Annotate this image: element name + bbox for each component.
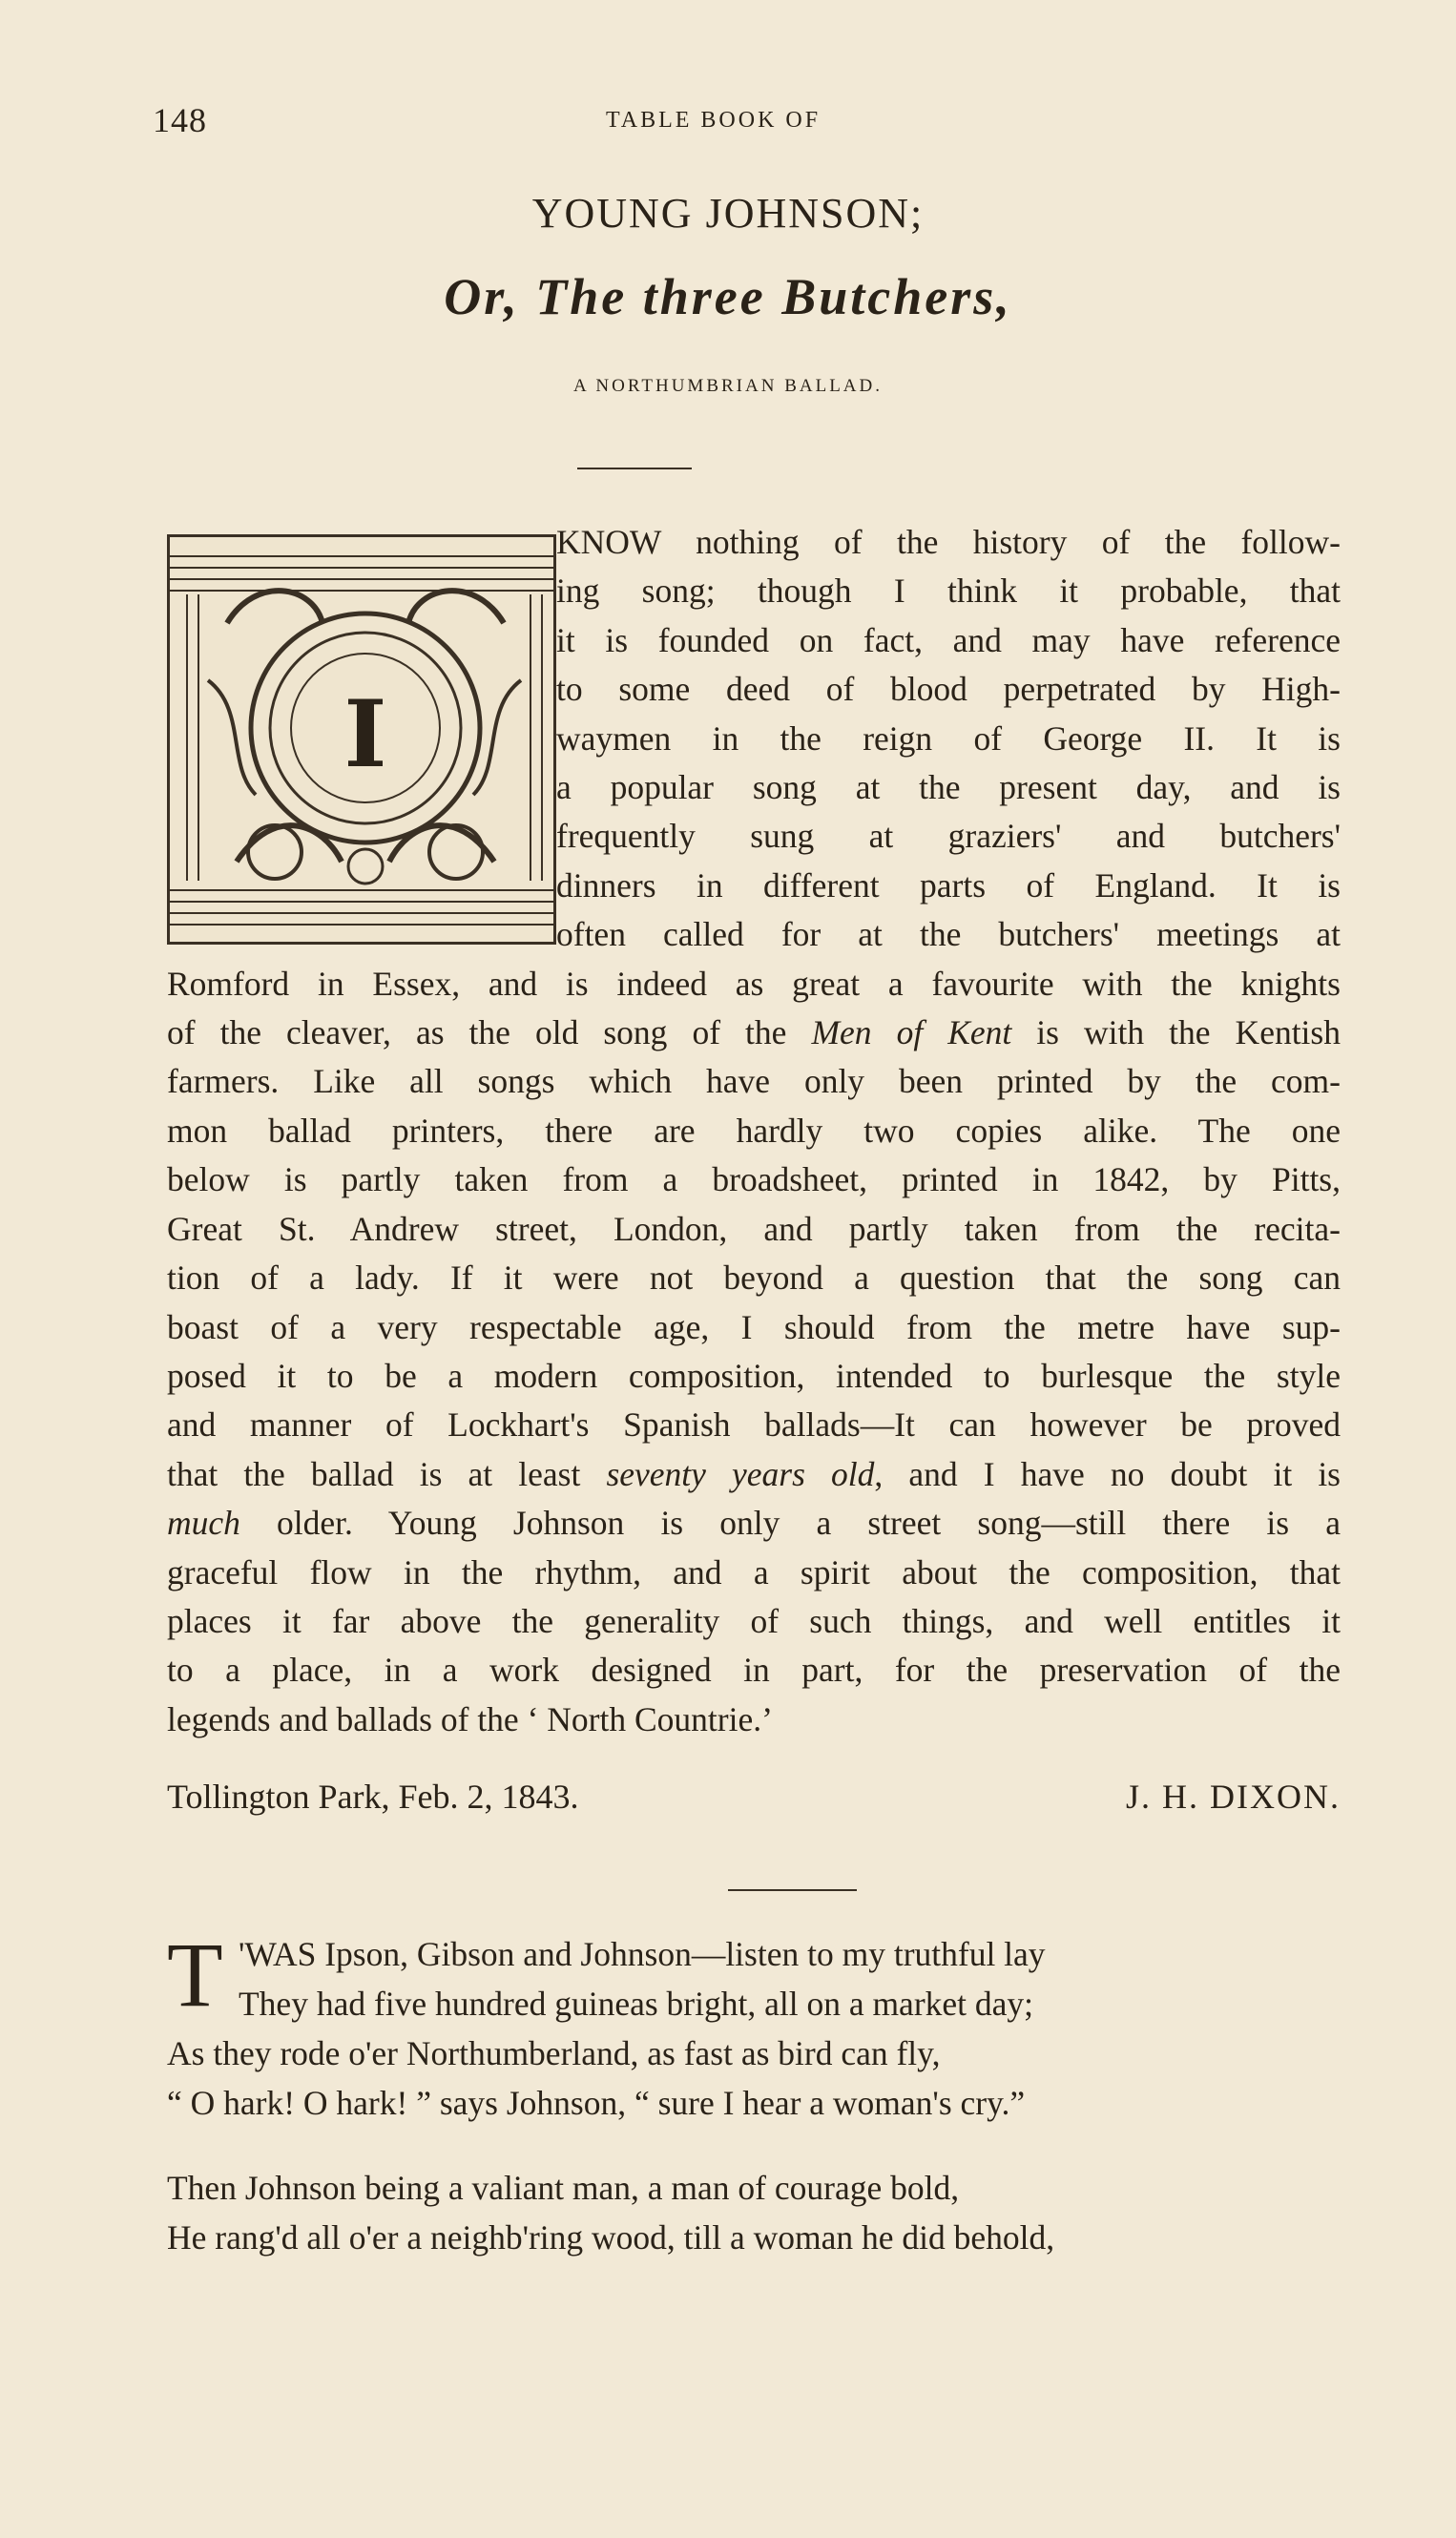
verse-line: 'WAS Ipson, Gibson and Johnson—listen to my truthful lay	[239, 1935, 1046, 1973]
section-divider	[728, 1889, 857, 1891]
italic-men-of-kent: Men of Kent	[811, 1013, 1012, 1052]
intro-line: often called for at the butchers' meetings at	[556, 915, 1341, 954]
intro-line: to a place, in a work designed in part, for the preservation of the	[167, 1651, 1341, 1690]
italic-much: much	[167, 1504, 240, 1543]
intro-line: places it far above the generality of such things, and well entitles it	[167, 1601, 1341, 1640]
intro-line: tion of a lady. If it were not beyond a question that the song can	[167, 1259, 1341, 1298]
intro-line-mixed	[167, 1009, 1341, 1057]
intro-text: , and I have no doubt it is	[874, 1454, 1342, 1493]
author-name: J. H. DIXON.	[1126, 1778, 1341, 1816]
intro-line: ing song; though I think it probable, that	[556, 572, 1341, 611]
running-head: TABLE BOOK OF	[606, 108, 822, 133]
page-header	[153, 100, 1364, 148]
intro-line: waymen in the reign of George II. It is	[556, 718, 1341, 758]
ballad-subtitle: Or, The three Butchers,	[444, 268, 1012, 325]
intro-line: Romford in Essex, and is indeed as great a favourite with the knights	[167, 964, 1341, 1003]
intro-line: KNOW nothing of the history of the follow-	[556, 523, 1341, 561]
intro-line: and manner of Lockhart's Spanish ballads—It can however be proved	[167, 1405, 1341, 1445]
intro-line: legends and ballads of the ‘ North Countrie.’	[167, 1699, 773, 1738]
intro-line: it is founded on fact, and may have reference	[556, 620, 1341, 659]
intro-line: graceful flow in the rhythm, and a spirit about the composition, that	[167, 1552, 1341, 1591]
verse-line: Then Johnson being a valiant man, a man of courage bold,	[167, 2169, 960, 2207]
verse-line: “ O hark! O hark! ” says Johnson, “ sure I hear a woman's cry.”	[167, 2084, 1026, 2122]
intro-text: that the ballad is at least	[167, 1454, 581, 1493]
ballad-drop-letter: T	[167, 1924, 223, 2026]
stanza-break	[167, 2128, 1350, 2163]
intro-line: posed it to be a modern composition, intended to burlesque the style	[167, 1356, 1341, 1395]
verse-line: As they rode o'er Northumberland, as fast as bird can fly,	[167, 2034, 941, 2072]
intro-line: below is partly taken from a broadsheet, printed in 1842, by Pitts,	[167, 1160, 1341, 1199]
place-date: Tollington Park, Feb. 2, 1843.	[167, 1778, 579, 1816]
verse-line: They had five hundred guineas bright, all on a market day;	[239, 1985, 1034, 2023]
initial-letter: I	[343, 680, 387, 788]
page-number: 148	[153, 101, 207, 139]
intro-line: frequently sung at graziers' and butchers'	[556, 817, 1341, 856]
intro-line: Great St. Andrew street, London, and partly taken from the recita-	[167, 1209, 1341, 1248]
italic-seventy-years: seventy years old	[606, 1454, 875, 1493]
title-divider	[577, 468, 692, 469]
intro-paragraph	[167, 518, 1341, 1744]
intro-line: mon ballad printers, there are hardly two copies alike. The one	[167, 1111, 1341, 1150]
intro-line: farmers. Like all songs which have only been printed by the com-	[167, 1062, 1341, 1101]
intro-text: older. Young Johnson is only a street song—still there is a	[277, 1504, 1341, 1543]
intro-text: of the cleaver, as the old song of the	[167, 1013, 787, 1052]
ballad-title: YOUNG JOHNSON;	[531, 190, 925, 237]
ballad-caption: A NORTHUMBRIAN BALLAD.	[572, 376, 883, 396]
intro-line-mixed	[167, 1499, 1341, 1548]
intro-line: a popular song at the present day, and is	[556, 768, 1341, 807]
intro-line: to some deed of blood perpetrated by High-	[556, 670, 1341, 709]
verse-line: He rang'd all o'er a neighb'ring wood, till a woman he did behold,	[167, 2218, 1055, 2257]
intro-line-mixed	[167, 1450, 1341, 1499]
ballad-verses	[167, 1924, 1350, 2262]
intro-line: boast of a very respectable age, I should from the metre have sup-	[167, 1307, 1341, 1346]
intro-text: is with the Kentish	[1036, 1013, 1341, 1052]
intro-line: dinners in different parts of England. It is	[556, 865, 1341, 905]
